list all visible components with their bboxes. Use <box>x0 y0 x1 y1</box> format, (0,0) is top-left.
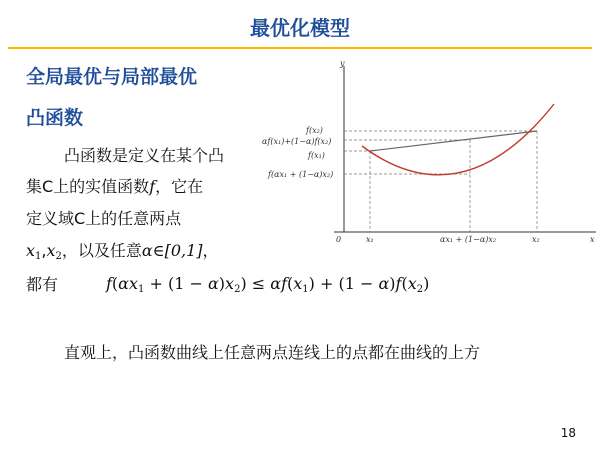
y-axis-label: y <box>340 60 345 68</box>
para-line-5: 都有 <box>26 275 59 294</box>
var-x2: $x_2$ <box>46 241 62 262</box>
convex-curve <box>362 104 554 175</box>
ytick-f-x2: f(x₂) <box>306 126 323 135</box>
guide-lines <box>344 131 537 232</box>
ytick-f-x1: f(x₁) <box>308 151 325 160</box>
convexity-inequality: $f(\alpha x_1 + (1 - \alpha)x_2) \le \alpha f(x_1) + (1 - \alpha)f(x_2)$ <box>106 274 430 295</box>
para-line-3: 定义域C上的任意两点 <box>26 209 182 228</box>
page-number: 18 <box>560 426 576 440</box>
chord-line <box>370 131 537 151</box>
slide-title: 最优化模型 <box>250 16 350 40</box>
ytick-f-mix: f(αx₁ + (1−α)x₂) <box>268 170 334 179</box>
xtick-mix: αx₁ + (1−α)x₂ <box>440 235 497 244</box>
section-heading: 全局最优与局部最优 <box>26 66 198 88</box>
var-f: f <box>149 177 156 196</box>
var-alpha-range: α∈[0,1] <box>141 241 203 260</box>
para-line-1: 凸函数是定义在某个凸 <box>64 146 225 165</box>
para-line-2 <box>26 174 203 197</box>
x-axis-label: x <box>590 235 595 244</box>
para-line-4: $x_1,x_2$，以及任意α∈[0,1]， <box>26 241 219 262</box>
para-line-2-post: ，它在 <box>155 177 204 196</box>
ytick-chord: αf(x₁)+(1−α)f(x₂) <box>262 137 332 146</box>
var-x1: $x_1$ <box>26 241 42 262</box>
origin-label: 0 <box>336 235 342 244</box>
summary-text: 直观上，凸函数曲线上任意两点连线上的点都在曲线的上方 <box>64 343 481 362</box>
subsection-heading: 凸函数 <box>26 107 84 129</box>
title-underline <box>8 47 592 49</box>
xtick-x1: x₁ <box>366 235 374 244</box>
para-line-2-pre: 集C上的实值函数 <box>26 177 150 196</box>
convex-function-figure <box>262 60 600 250</box>
para-line-4-mid: ，以及任意 <box>61 241 142 260</box>
xtick-x2: x₂ <box>532 235 540 244</box>
